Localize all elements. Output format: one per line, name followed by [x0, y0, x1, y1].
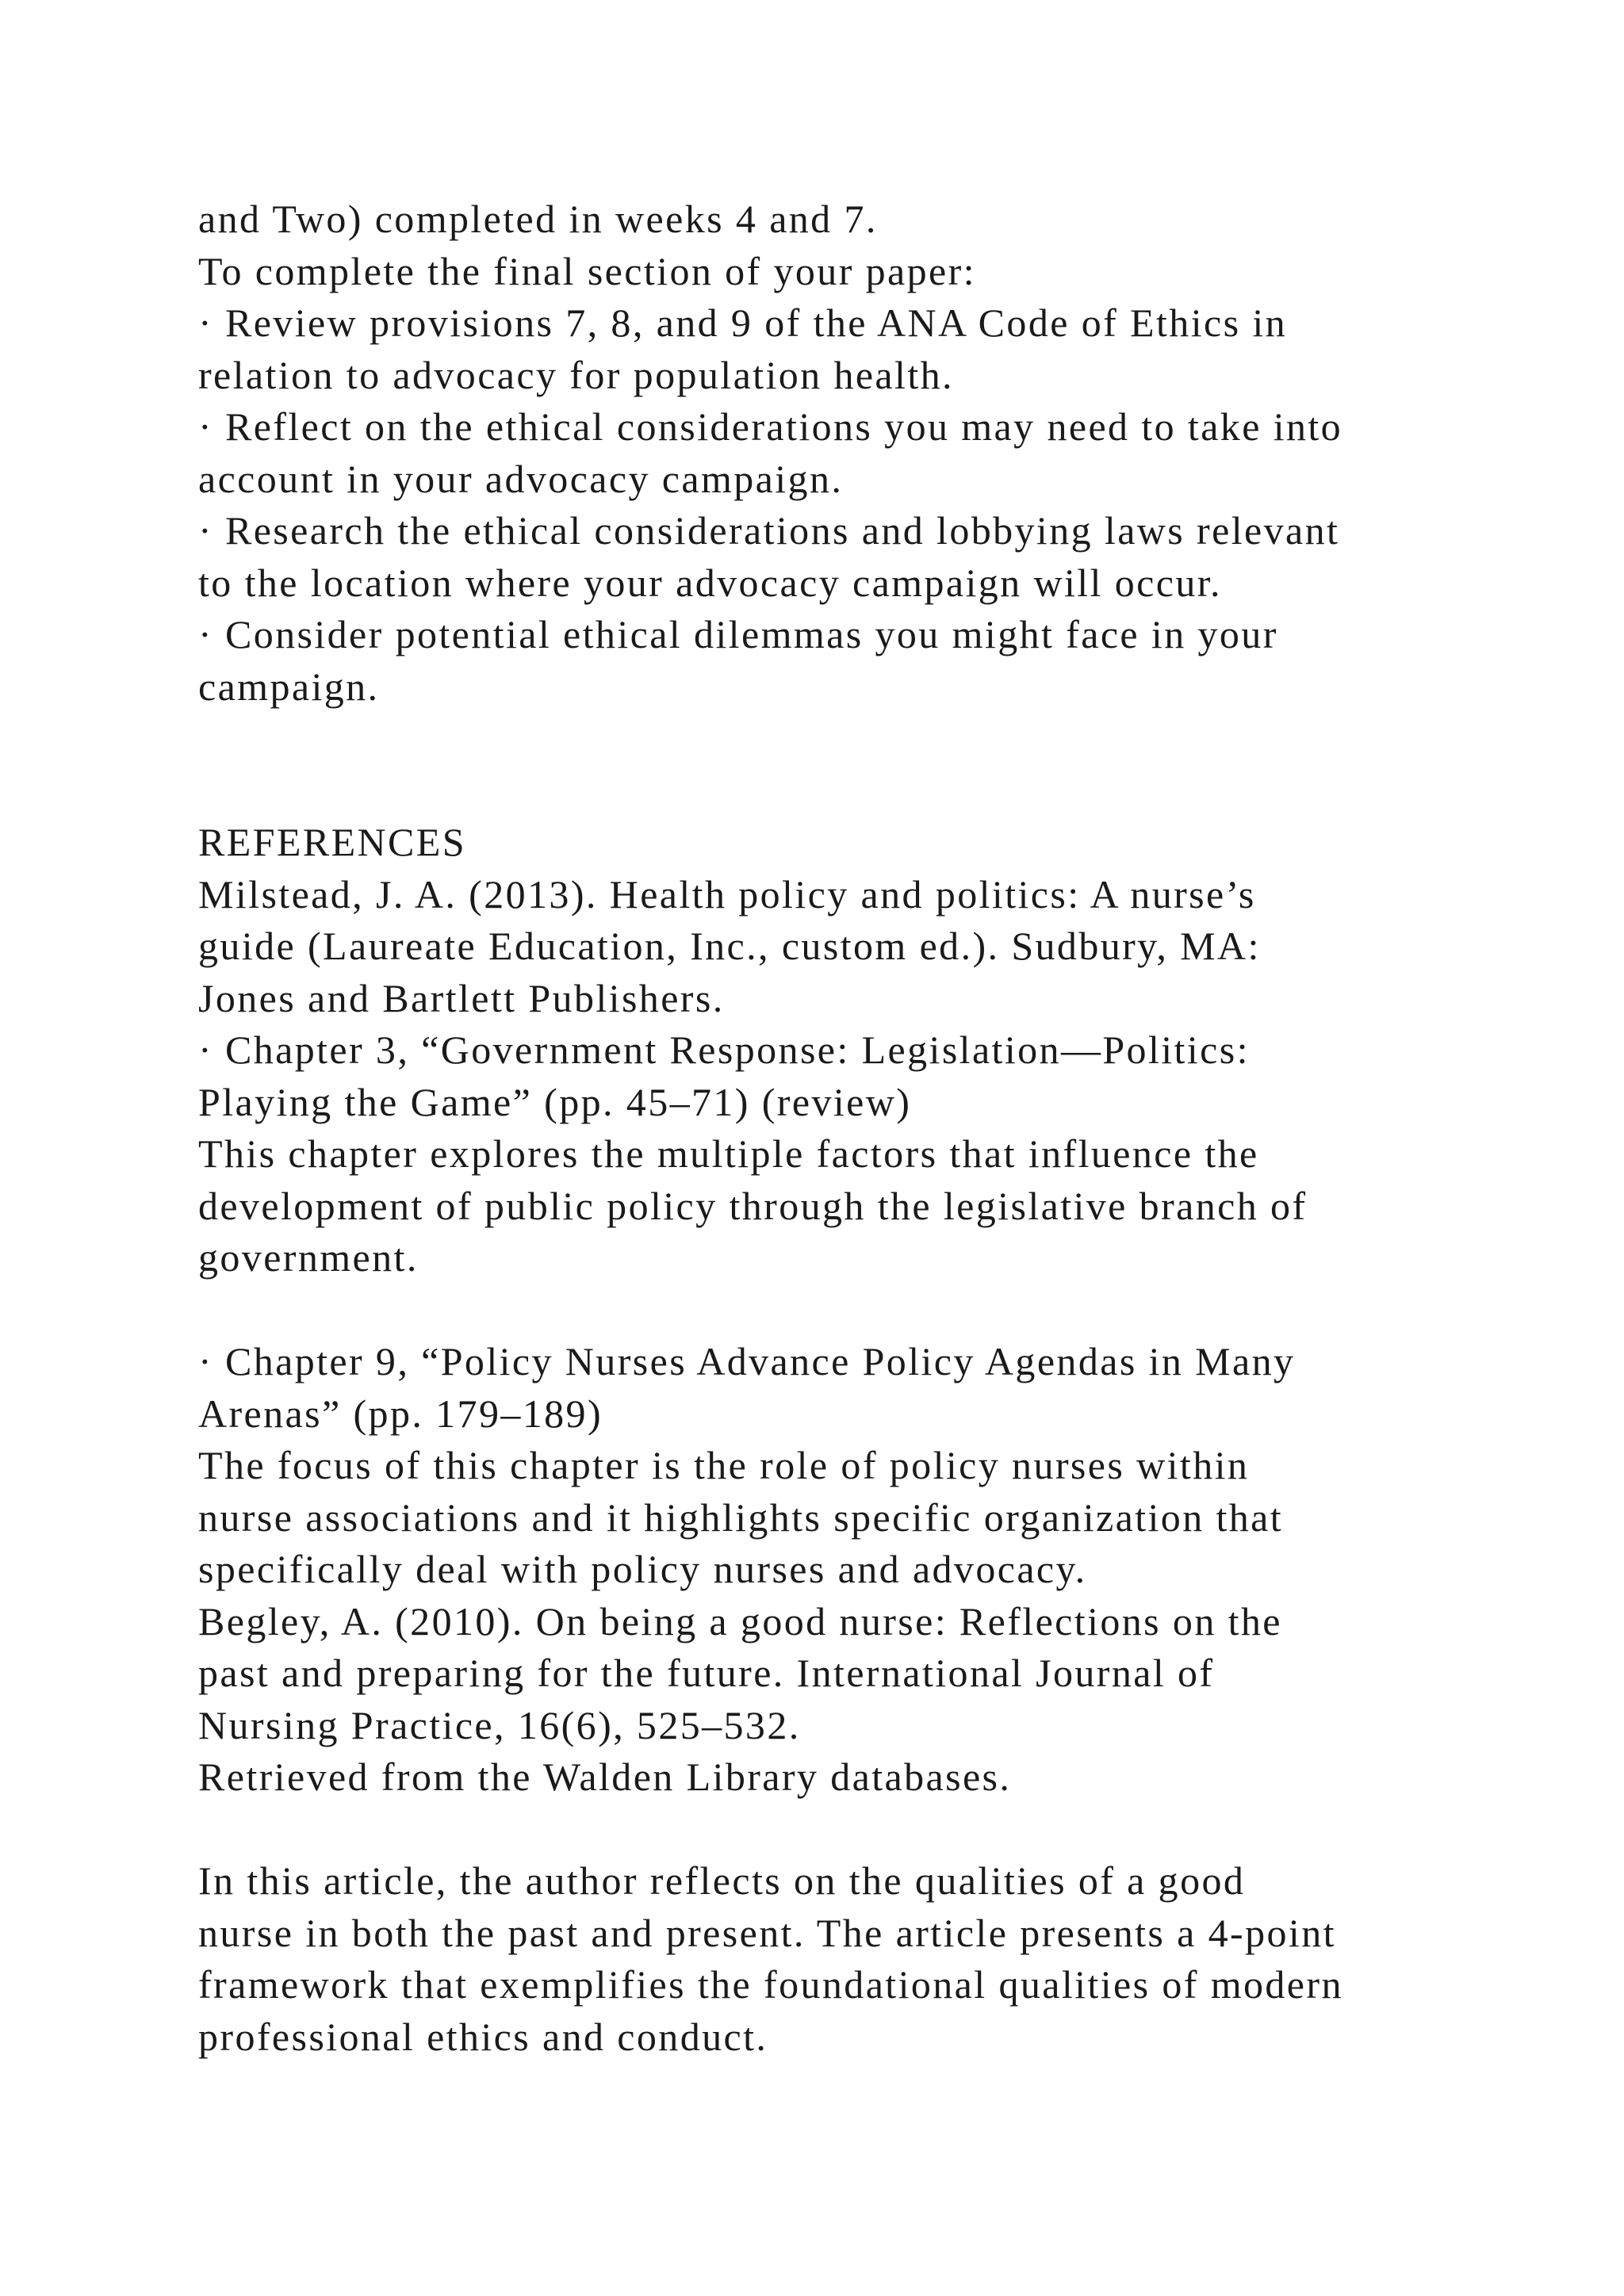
chapter-3-description: This chapter explores the multiple factors that influence the	[198, 1131, 1259, 1176]
chapter-3-description-cont: government.	[198, 1235, 419, 1280]
reference-begley: Begley, A. (2010). On being a good nurse: Reflections on the	[198, 1598, 1282, 1644]
instruction-reflect: · Reflect on the ethical considerations you may need to take into	[198, 404, 1343, 449]
instruction-research-cont: to the location where your advocacy campaign will occur.	[198, 560, 1222, 605]
intro-line: and Two) completed in weeks 4 and 7.	[198, 197, 878, 241]
instruction-review-provisions: · Review provisions 7, 8, and 9 of the ANA Code of Ethics in	[198, 300, 1288, 345]
reference-chapter-9: · Chapter 9, “Policy Nurses Advance Policy Agendas in Many	[198, 1339, 1296, 1383]
instructions-lead: To complete the final section of your paper:	[198, 248, 976, 293]
reference-chapter-3-cont: Playing the Game” (pp. 45–71) (review)	[198, 1079, 912, 1124]
begley-description-cont: professional ethics and conduct.	[198, 2014, 768, 2059]
document-body	[198, 193, 1515, 2063]
instruction-consider: · Consider potential ethical dilemmas you might face in your	[198, 612, 1278, 656]
instruction-review-provisions-cont: relation to advocacy for population health.	[198, 352, 954, 397]
blank-line	[198, 1284, 1515, 1337]
begley-description-cont: framework that exemplifies the foundational qualities of modern	[198, 1962, 1343, 2007]
blank-line	[198, 1804, 1515, 1856]
reference-milstead-cont: Jones and Bartlett Publishers.	[198, 975, 725, 1020]
reference-milstead-cont: guide (Laureate Education, Inc., custom ed.). Sudbury, MA:	[198, 924, 1261, 968]
reference-chapter-3: · Chapter 3, “Government Response: Legislation—Politics:	[198, 1027, 1250, 1072]
reference-begley-cont: Nursing Practice, 16(6), 525–532.	[198, 1702, 801, 1747]
reference-begley-cont: past and preparing for the future. International Journal of	[198, 1651, 1215, 1695]
instruction-consider-cont: campaign.	[198, 664, 380, 709]
begley-description: In this article, the author reflects on the qualities of a good	[198, 1858, 1246, 1903]
instruction-research: · Research the ethical considerations and lobbying laws relevant	[198, 508, 1340, 553]
reference-chapter-9-cont: Arenas” (pp. 179–189)	[198, 1391, 603, 1436]
references-heading: REFERENCES	[198, 820, 466, 864]
reference-begley-retrieval: Retrieved from the Walden Library databases.	[198, 1755, 1012, 1799]
begley-description-cont: nurse in both the past and present. The article presents a 4-point	[198, 1910, 1336, 1955]
chapter-9-description-cont: specifically deal with policy nurses and advocacy.	[198, 1547, 1087, 1591]
chapter-3-description-cont: development of public policy through the legislative branch of	[198, 1183, 1308, 1228]
blank-line	[198, 765, 1515, 817]
reference-milstead: Milstead, J. A. (2013). Health policy and politics: A nurse’s	[198, 871, 1256, 916]
blank-line	[198, 713, 1515, 765]
chapter-9-description-cont: nurse associations and it highlights specific organization that	[198, 1494, 1284, 1540]
chapter-9-description: The focus of this chapter is the role of policy nurses within	[198, 1443, 1250, 1487]
instruction-reflect-cont: account in your advocacy campaign.	[198, 456, 844, 501]
